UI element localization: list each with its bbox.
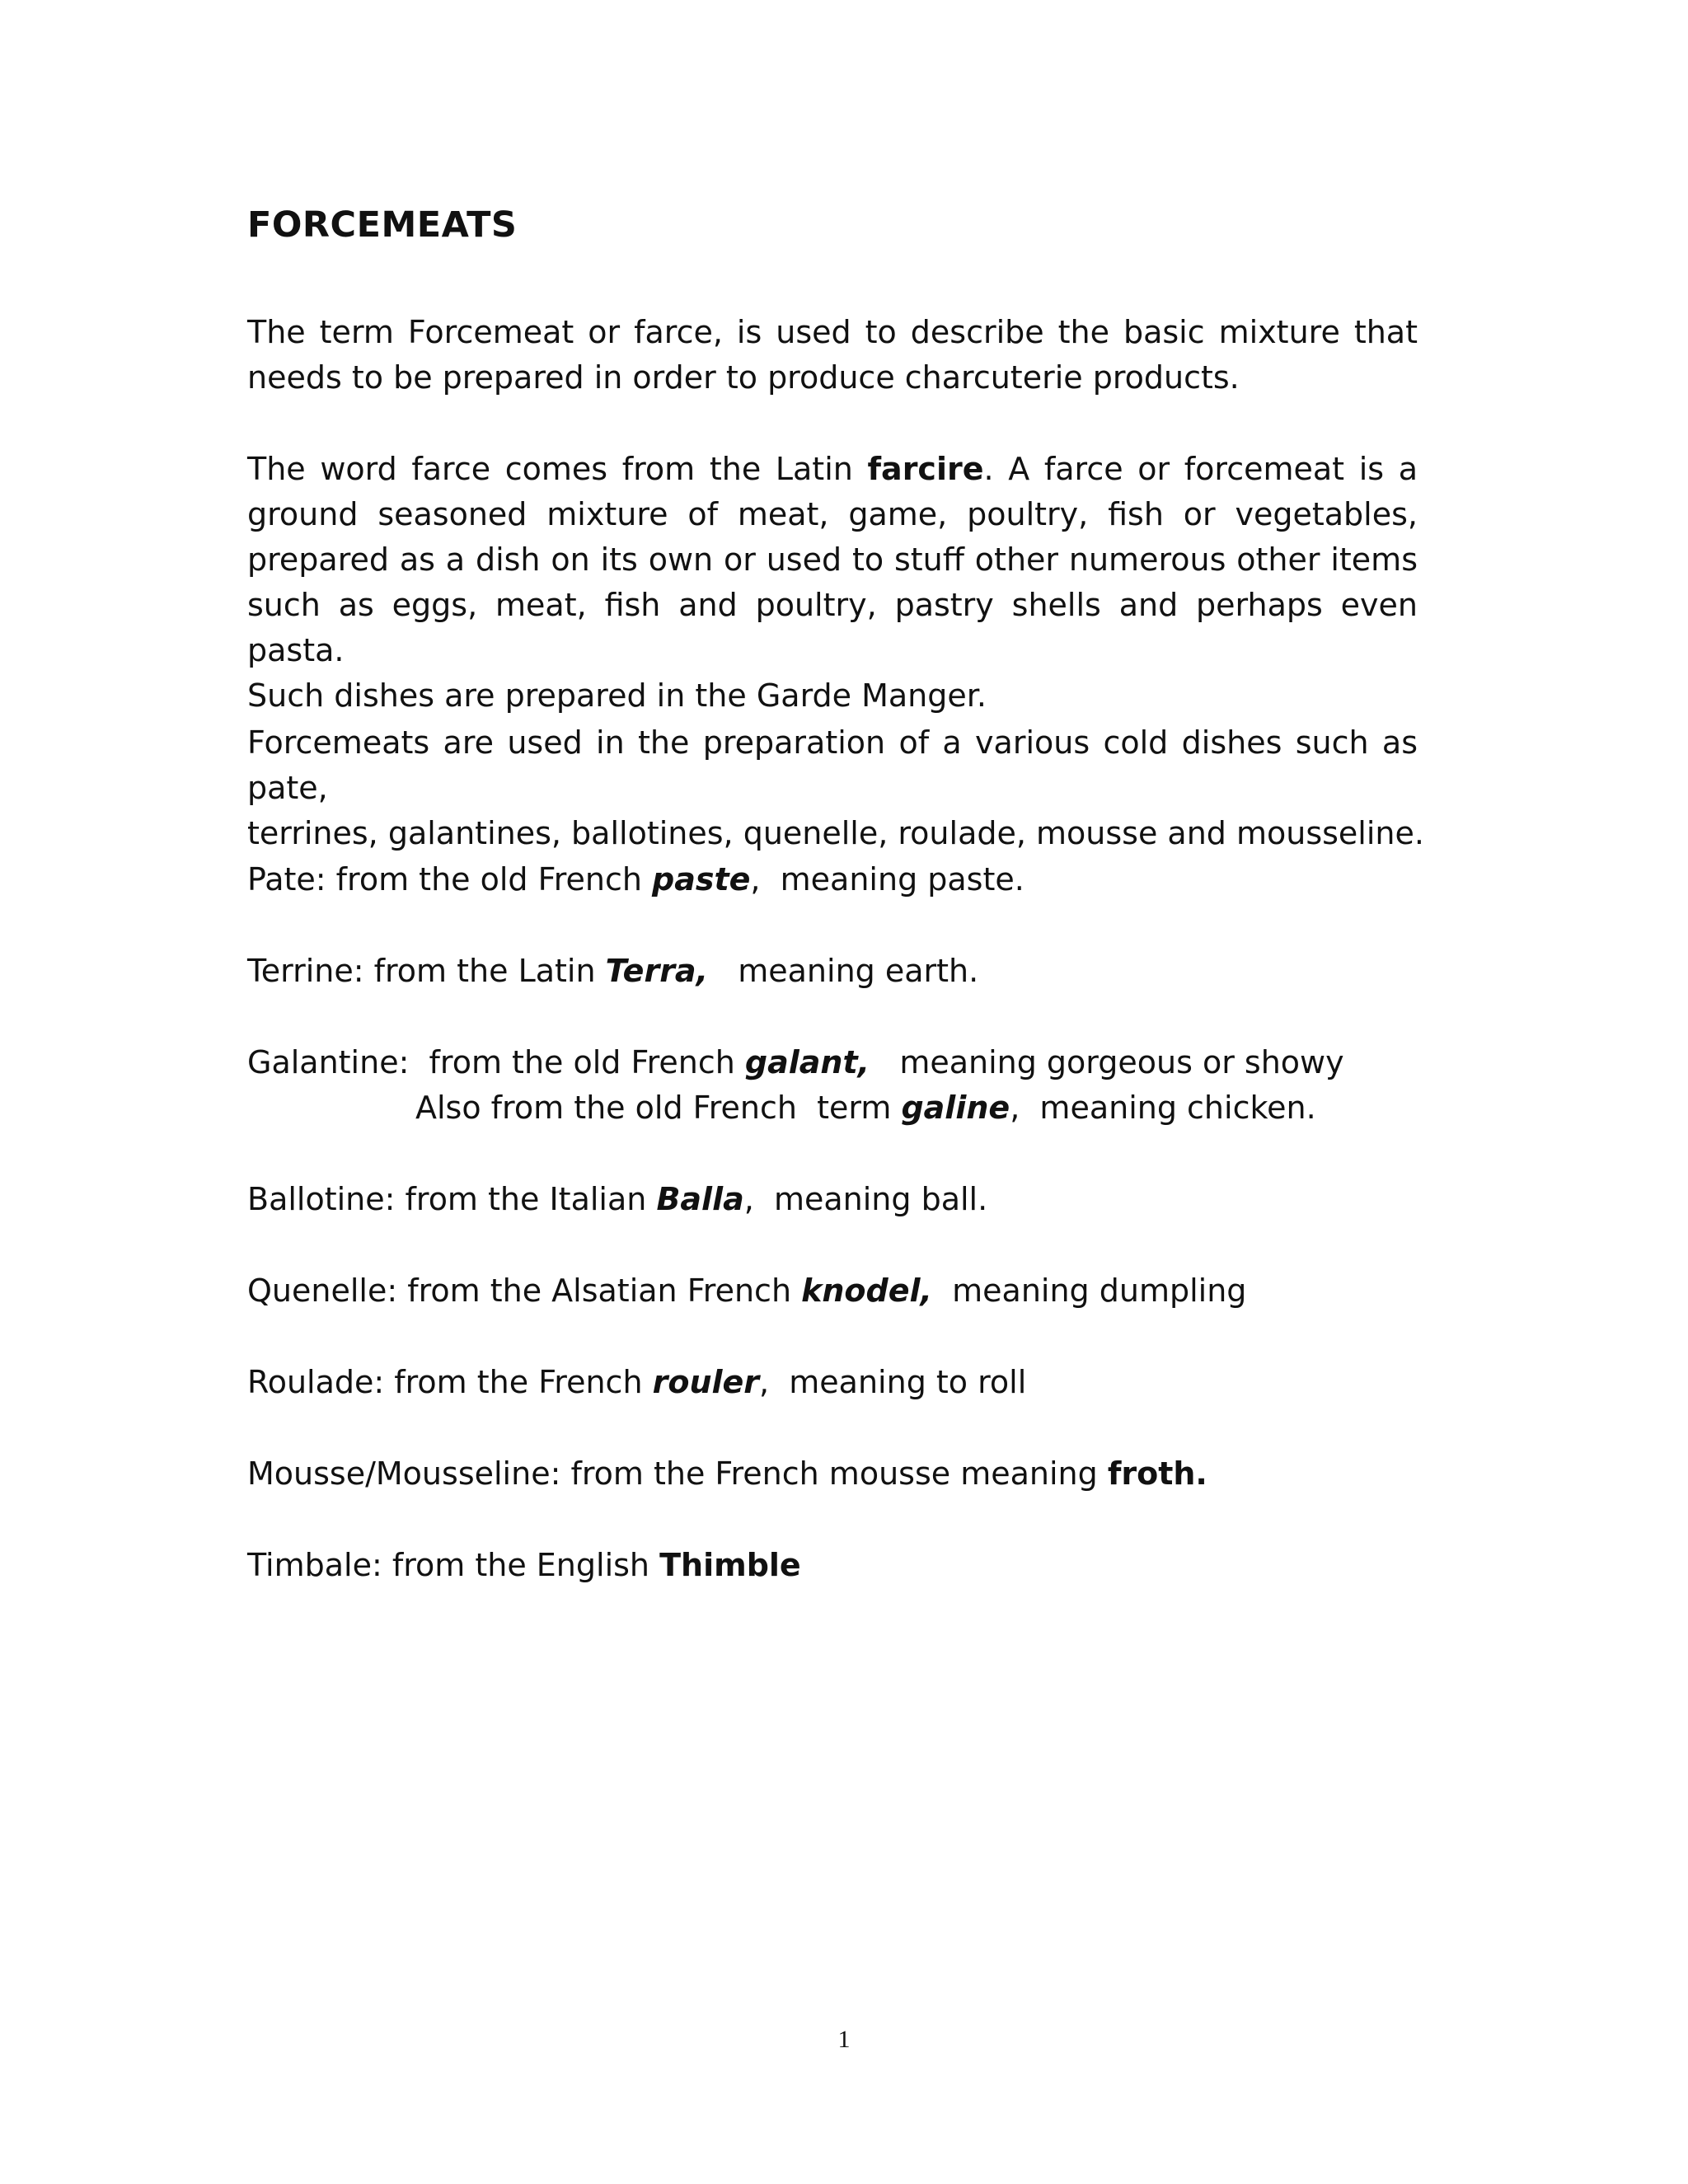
farce-line: prepared as a dish on its own or used to stuff other numerous other items [247,541,1418,578]
definition-galantine [247,1040,1418,1131]
farce-line: such as eggs, meat, fish and poultry, pastry shells and perhaps even pasta. [247,587,1418,668]
definition-text: Mousse/Mousseline: from the French mousse meaning [247,1455,1108,1492]
usage-paragraph [247,720,1424,856]
definition-term: galine [901,1090,1010,1126]
definition-pate [247,857,1418,902]
definition-roulade [247,1360,1418,1405]
definition-term: galant, [744,1044,870,1080]
farce-line: ground seasoned mixture of meat, game, poultry, fish or vegetables, [247,496,1418,532]
definition-terrine [247,949,1418,994]
definition-term: Balla [656,1181,744,1217]
farce-text: . A farce or forcemeat is a [983,451,1418,487]
definition-ballotine [247,1177,1418,1222]
farcire-term: farcire [867,451,984,487]
farce-text: The word farce comes from the Latin [247,451,853,487]
intro-line: needs to be prepared in order to produce charcuterie products. [247,359,1240,396]
definition-text: Also from the old French term [415,1090,902,1126]
definition-term: paste [652,861,751,898]
definition-term: Thimble [659,1547,801,1583]
farce-origin-paragraph [247,447,1418,719]
definition-text: , meaning paste. [750,861,1025,898]
definition-timbale [247,1543,1418,1588]
definition-text: , meaning chicken. [1010,1090,1316,1126]
definition-text: meaning dumpling [931,1272,1247,1309]
page-number: 1 [837,2026,851,2053]
intro-line: The term Forcemeat or farce, is used to describe the basic mixture that [247,314,1418,350]
definition-quenelle [247,1268,1418,1314]
definition-term: Terra, [605,953,709,989]
farce-line: Such dishes are prepared in the Garde Manger. [247,677,987,714]
definition-text: meaning gorgeous or showy [870,1044,1344,1080]
document-page [247,0,1424,2184]
definition-term: froth. [1107,1455,1207,1492]
definition-text: Terrine: from the Latin [247,953,606,989]
farce-line [247,447,1418,492]
definition-text: Ballotine: from the Italian [247,1181,657,1217]
usage-line: Forcemeats are used in the preparation of a various cold dishes such as pate, [247,724,1418,806]
definition-term: knodel, [801,1272,932,1309]
definition-text: Timbale: from the English [247,1547,660,1583]
definition-text: , meaning to roll [759,1364,1027,1400]
intro-paragraph [247,310,1418,401]
definition-text: , meaning ball. [743,1181,988,1217]
definition-mousse [247,1451,1418,1497]
definition-text: Galantine: from the old French [247,1044,745,1080]
definition-term: rouler [652,1364,760,1400]
usage-line: terrines, galantines, ballotines, quenelle, roulade, mousse and mousseline. [247,815,1424,851]
definition-text: meaning earth. [708,953,979,989]
definition-text: Pate: from the old French [247,861,653,898]
definition-text: Quenelle: from the Alsatian French [247,1272,802,1309]
page-title: FORCEMEATS [247,204,518,246]
definition-text: Roulade: from the French [247,1364,653,1400]
